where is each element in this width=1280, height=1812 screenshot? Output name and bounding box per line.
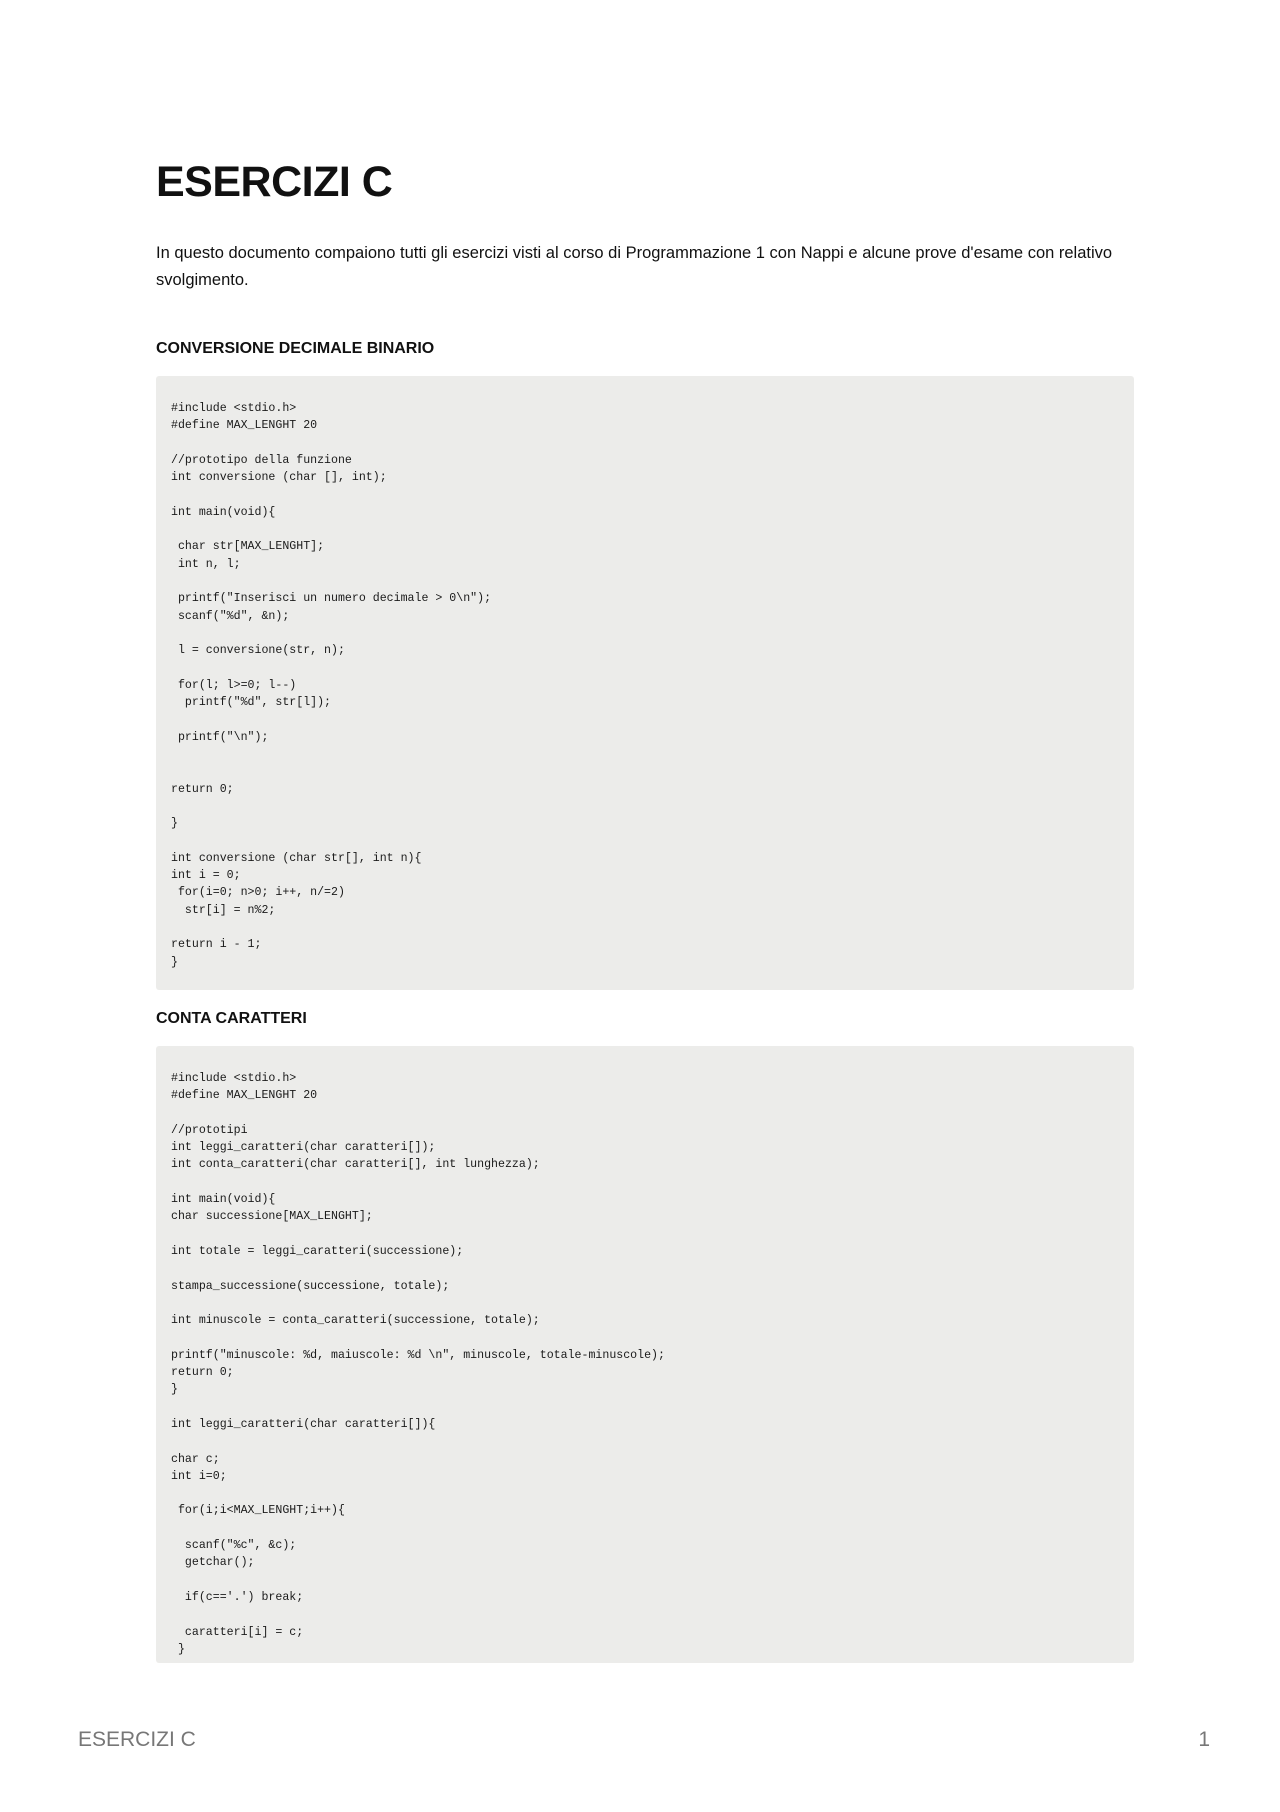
code-block-conta-caratteri: [156, 1046, 1134, 1663]
document-intro: In questo documento compaiono tutti gli esercizi visti al corso di Programmazione 1 con Nappi e alcune prove d'esame con relativo svolgimento.: [156, 244, 1113, 289]
section-heading-conta-caratteri: CONTA CARATTERI: [156, 1010, 307, 1027]
code-text-conversione: #include <stdio.h> #define MAX_LENGHT 20 //prototipo della funzione int conversione (char [], int); int main(void){ char str[MAX_LENGHT]; int n, l; printf("Inserisci un numero decimale > 0\n"); scanf("%d", &n); l = conversione(str, n); for(l; l>=0; l--) printf("%d", str[l]); printf("\n"); return 0; } int conversione (char str[], int n){ int i = 0; for(i=0; n>0; i++, n/=2) str[i] = n%2; return i - 1; }: [171, 402, 492, 969]
code-block-conversione: [156, 376, 1134, 990]
footer-page-number: 1: [1198, 1728, 1210, 1751]
footer-title: ESERCIZI C: [78, 1728, 196, 1751]
section-heading-conversione: CONVERSIONE DECIMALE BINARIO: [156, 340, 435, 357]
code-text-conta-caratteri: #include <stdio.h> #define MAX_LENGHT 20 //prototipi int leggi_caratteri(char caratteri[]); int conta_caratteri(char caratteri[], int lunghezza); int main(void){ char successione[MAX_LENGHT]; int totale = leggi_caratteri(successione); stampa_successione(successione, totale); int minuscole = conta_caratteri(successione, totale); printf("minuscole: %d, maiuscole: %d \n", minuscole, totale-minuscole); return 0; } int leggi_caratteri(char caratteri[]){ char c; int i=0; for(i;i<MAX_LENGHT;i++){ scanf("%c", &c); getchar(); if(c=='.') break; caratteri[i] = c; }: [171, 1072, 665, 1656]
document-title: ESERCIZI C: [156, 158, 393, 206]
